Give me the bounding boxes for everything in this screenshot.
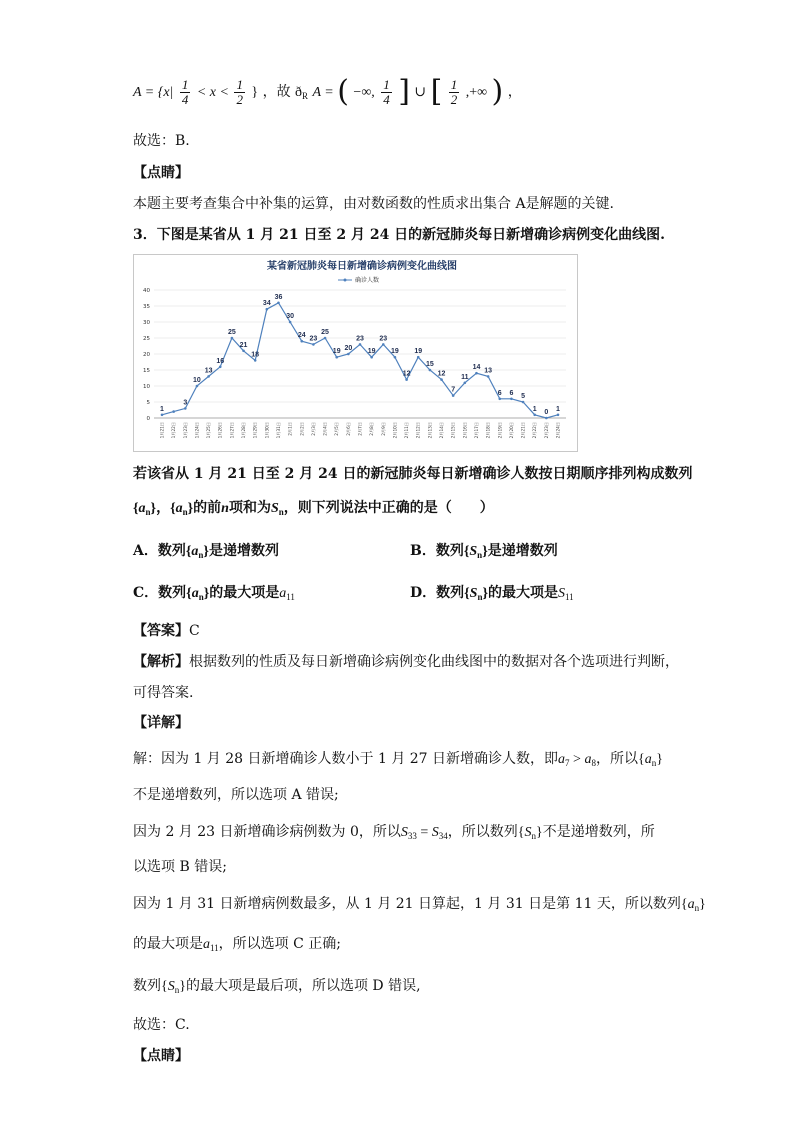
set-a-start: A = {x| [133, 85, 174, 100]
data-point [324, 337, 327, 340]
option-b[interactable]: B．数列$\{S_n\}$是递增数列 [410, 543, 558, 560]
complement-symbol: ð [295, 85, 303, 100]
legend-label: 确诊人数 [355, 277, 380, 284]
data-label: 14 [472, 364, 481, 372]
data-label: 20 [344, 345, 353, 352]
x-tick-label: 2月3日 [310, 422, 316, 436]
dianjing-heading-1: 【点睛】 [133, 165, 189, 181]
data-label: 30 [286, 313, 295, 320]
data-point [452, 394, 455, 397]
data-label: 19 [332, 348, 341, 356]
data-point [312, 343, 315, 346]
y-tick-label: 35 [143, 304, 150, 310]
question-3-title: 3．下图是某省从 1 月 21 日至 2 月 24 日的新冠肺炎每日新增确诊病例变化曲线图. [133, 227, 666, 243]
data-label: 6 [509, 389, 514, 397]
data-label: 34 [262, 300, 271, 308]
question-3-text-2: $\{a_n\}$，$\{a_n\}$的前n项和为$S_n$，则下列说法中正确的是（ ） [133, 500, 494, 517]
x-tick-label: 1月26日 [217, 422, 223, 439]
data-label: 12 [402, 370, 411, 378]
data-label: 13 [484, 367, 493, 375]
x-tick-label: 2月6日 [345, 422, 351, 436]
data-label: 5 [521, 393, 526, 400]
data-point [219, 366, 222, 369]
x-tick-label: 2月22日 [532, 422, 538, 439]
data-label: 6 [497, 389, 502, 397]
y-tick-label: 30 [143, 320, 150, 326]
x-tick-label: 2月13日 [427, 422, 433, 439]
data-point [417, 356, 420, 359]
data-point [196, 385, 199, 388]
y-tick-label: 5 [146, 400, 150, 406]
x-tick-label: 2月1日 [287, 422, 293, 436]
data-point [207, 375, 210, 378]
x-tick-label: 1月23日 [182, 422, 188, 439]
detail-line-4: 以选项 B 错误; [133, 859, 227, 875]
separator-text: ，故 [262, 84, 291, 100]
x-tick-label: 2月10日 [392, 422, 398, 439]
set-expression-line: A = {x| $\frac{1}{4}$ < x < $\frac{1}{2}$ } ，故 $ð_R$ A = ( −∞, $\frac{1}{4}$ ] ∪ [ $\frac{1}{2}$ ,+∞ ) ， [133, 74, 522, 109]
data-label: 7 [451, 386, 456, 394]
data-label: 12 [437, 370, 446, 378]
x-tick-label: 2月4日 [322, 422, 328, 436]
x-tick-label: 2月24日 [555, 422, 561, 439]
x-tick-label: 2月2日 [299, 422, 305, 436]
detail-line-6: 的最大项是$a_{11}$，所以选项 C 正确; [133, 936, 342, 953]
answer-line [133, 620, 200, 640]
x-tick-label: 1月21日 [159, 422, 165, 439]
data-point [429, 369, 432, 372]
x-tick-label: 2月16日 [462, 422, 468, 439]
answer-value: C [189, 623, 200, 639]
x-tick-label: 2月9日 [380, 422, 386, 436]
x-tick-label: 2月11日 [404, 422, 410, 439]
x-tick-label: 2月15日 [450, 422, 456, 439]
x-tick-label: 1月30日 [264, 422, 270, 439]
y-tick-label: 40 [143, 288, 150, 294]
x-tick-label: 1月24日 [194, 422, 200, 439]
detail-line-7: 数列$\{S_n\}$的最大项是最后项，所以选项 D 错误, [133, 978, 421, 995]
data-label: 21 [239, 341, 248, 349]
analysis-tag: 【解析】 [133, 654, 189, 670]
x-tick-label: 2月12日 [415, 422, 421, 439]
x-tick-label: 2月21日 [520, 422, 526, 439]
legend-marker [344, 279, 347, 282]
data-label: 19 [367, 348, 376, 356]
fraction-one-quarter: $\frac{1}{4}$ [181, 76, 189, 107]
x-tick-label: 1月31日 [275, 422, 281, 439]
data-point [440, 378, 443, 381]
data-label: 36 [274, 293, 283, 301]
analysis-line-2: 可得答案. [133, 685, 194, 701]
option-a[interactable]: A．数列$\{a_n\}$是递增数列 [133, 543, 279, 560]
data-point [289, 321, 292, 324]
data-label: 25 [227, 329, 236, 336]
data-label: 24 [297, 332, 306, 340]
detail-line-2: 不是递增数列，所以选项 A 错误; [133, 787, 339, 803]
data-point [498, 398, 501, 401]
data-point [522, 401, 525, 404]
data-label: 3 [183, 399, 188, 407]
summary-text: 本题主要考查集合中补集的运算，由对数函数的性质求出集合 A是解题的关键. [133, 196, 615, 212]
data-label: 25 [321, 329, 329, 336]
data-label: 18 [251, 351, 260, 359]
x-tick-label: 2月19日 [497, 422, 503, 439]
x-tick-label: 2月20日 [508, 422, 514, 439]
y-tick-label: 20 [143, 352, 150, 358]
data-label: 1 [556, 405, 560, 413]
data-point [231, 337, 234, 340]
x-tick-label: 2月23日 [543, 422, 549, 439]
data-label: 11 [461, 373, 469, 381]
x-tick-label: 2月7日 [357, 422, 363, 436]
data-point [394, 356, 397, 359]
data-point [277, 302, 280, 305]
detail-line-3: 因为 2 月 23 日新增确诊病例数为 0，所以$S_{33} = S_{34}$，所以数列$\{S_n\}$不是递增数列，所 [133, 824, 655, 841]
data-label: 16 [216, 357, 225, 365]
data-point [370, 356, 373, 359]
dianjing-heading-2: 【点睛】 [133, 1048, 189, 1064]
data-label: 0 [544, 409, 549, 416]
inequality: < x < [196, 85, 233, 100]
y-tick-label: 0 [146, 416, 150, 422]
data-point [184, 407, 187, 410]
analysis-line-1: 【解析】根据数列的性质及每日新增确诊病例变化曲线图中的数据对各个选项进行判断， [133, 654, 679, 670]
line-chart [133, 254, 578, 452]
option-c[interactable]: C．数列$\{a_n\}$的最大项是$a_{11}$ [133, 585, 295, 602]
x-tick-label: 1月29日 [252, 422, 258, 439]
answer-tag: 【答案】 [133, 623, 189, 639]
y-tick-label: 25 [143, 336, 150, 342]
data-label: 19 [391, 348, 399, 356]
y-tick-label: 10 [143, 384, 150, 390]
fraction-one-half: $\frac{1}{2}$ [236, 76, 243, 107]
data-point [254, 359, 257, 362]
x-tick-label: 1月28日 [241, 422, 247, 439]
data-point [405, 378, 408, 381]
data-point [347, 353, 350, 356]
data-label: 23 [309, 335, 318, 343]
x-tick-label: 1月25日 [206, 422, 212, 439]
data-label: 1 [532, 405, 537, 413]
x-tick-label: 2月14日 [439, 422, 445, 439]
data-point [464, 382, 467, 385]
data-point [510, 398, 513, 401]
chart-svg [134, 255, 577, 451]
data-point [359, 343, 362, 346]
data-point [172, 410, 175, 413]
question-3-text-1: 若该省从 1 月 21 日至 2 月 24 日的新冠肺炎每日新增确诊人数按日期顺序排列构成数列 [133, 466, 693, 482]
data-point [557, 414, 560, 417]
data-label: 1 [160, 405, 164, 413]
detail-line-1: 解：因为 1 月 28 日新增确诊人数小于 1 月 27 日新增确诊人数，即$a_7 > a_8$，所以$\{a_n\}$ [133, 751, 663, 768]
x-tick-label: 1月27日 [229, 422, 235, 439]
data-point [161, 414, 164, 417]
data-label: 23 [379, 335, 388, 343]
data-label: 19 [414, 348, 423, 356]
data-point [266, 308, 269, 311]
x-tick-label: 2月17日 [473, 422, 479, 439]
y-tick-label: 15 [143, 368, 150, 374]
data-point [300, 340, 303, 343]
x-tick-label: 1月22日 [171, 422, 177, 439]
x-tick-label: 2月8日 [369, 422, 375, 436]
data-label: 15 [425, 361, 434, 368]
choice-line-1: 故选：B. [133, 133, 190, 149]
data-point [335, 356, 338, 359]
x-tick-label: 2月5日 [334, 422, 340, 436]
option-d[interactable]: D．数列$\{S_n\}$的最大项是$S_{11}$ [410, 585, 574, 602]
data-point [487, 375, 490, 378]
data-label: 10 [193, 377, 201, 384]
detail-heading: 【详解】 [133, 715, 189, 731]
chart-title: 某省新冠肺炎每日新增确诊病例变化曲线图 [267, 261, 457, 272]
x-tick-label: 2月18日 [485, 422, 491, 439]
data-point [382, 343, 385, 346]
data-point [545, 417, 548, 420]
data-point [242, 350, 245, 353]
detail-line-5: 因为 1 月 31 日新增病例数最多，从 1 月 21 日算起，1 月 31 日是第 11 天，所以数列$\{a_n\}$ [133, 896, 706, 913]
data-point [475, 372, 478, 375]
choice-line-2: 故选：C. [133, 1017, 190, 1033]
data-point [533, 414, 536, 417]
data-label: 13 [204, 367, 213, 375]
data-label: 23 [356, 335, 364, 343]
